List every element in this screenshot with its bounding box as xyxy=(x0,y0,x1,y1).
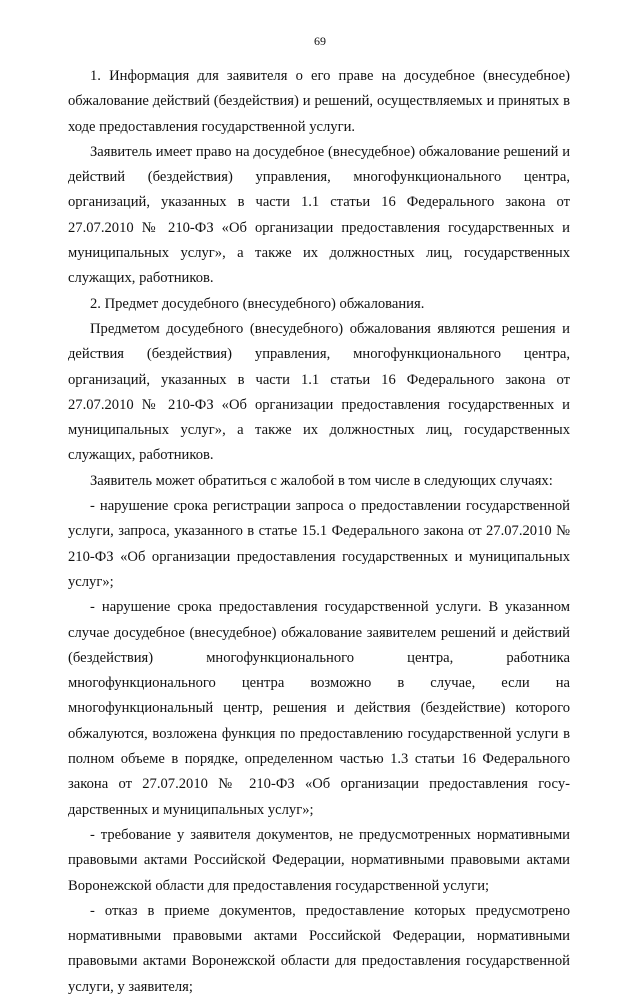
paragraph-5-complaint-cases-intro: Заявитель может обратиться с жалобой в том числе в следующих случаях: xyxy=(90,472,553,489)
paragraph-3-subject-heading: 2. Предмет досудебного (внесудебного) обжалования. xyxy=(90,295,425,312)
list-item-document-refusal: - отказ в приеме документов, предоставление которых предусмотрено нормативными правовыми актами Российской Федерации, нормативными правовыми актами Воронежской области для предоставления государственной услуги, у заявителя; xyxy=(68,902,570,995)
paragraph-2-applicant-right: Заявитель имеет право на досудебное (внесудебное) обжалование решений и действий (бездействия) управления, многофункционального центра, организаций, указанных в части 1.1 статьи 16 Федерального закона от 27.07.2010 № 210-ФЗ «Об организации предоставления государственных и муниципальных услуг», а также их должностных лиц, государственных служащих, работников. xyxy=(68,143,570,287)
list-item-service-deadline: - нарушение срока предоставления государственной услуги. В указанном случае досудебное (внесудебное) обжалование заявителем решений и действий (бездействия) многофункционального центра, работника многофункционального центра возможно в случае, если на многофункциональный центр, решения и действия (бездействие) которого обжалуются, возложена функция по предоставлению государственной услуги в полном объеме в порядке, определенном частью 1.3 статьи 16 Федерального закона от 27.07.2010 № 210-ФЗ «Об организации предоставления государственных и муниципальных услуг»; xyxy=(68,599,570,818)
document-body xyxy=(68,64,570,1000)
paragraph-4-subject-description: Предметом досудебного (внесудебного) обжалования являются решения и действия (бездействия) управления, многофункционального центра, организаций, указанных в части 1.1 статьи 16 Федерального закона от 27.07.2010 № 210-ФЗ «Об организации предоставления государственных и муниципальных услуг», а также их должностных лиц, государственных служащих, работников. xyxy=(68,320,570,464)
page-number: 69 xyxy=(314,34,326,48)
list-item-extra-documents: - требование у заявителя документов, не предусмотренных нормативными правовыми актами Российской Федерации, нормативными правовыми актами Воронежской области для предоставления государственной услуги; xyxy=(68,826,570,894)
paragraph-1-complaint-right-info: 1. Информация для заявителя о его праве на досудебное (внесудебное) обжалование действий (бездействия) и решений, осуществляемых и принятых в ходе предоставления государственной услуги. xyxy=(68,68,570,135)
list-item-registration-deadline: - нарушение срока регистрации запроса о предоставлении государственной услуги, запроса, указанного в статье 15.1 Федерального закона от 27.07.2010 № 210-ФЗ «Об организации предоставления государственных и муниципальных услуг»; xyxy=(68,498,570,590)
